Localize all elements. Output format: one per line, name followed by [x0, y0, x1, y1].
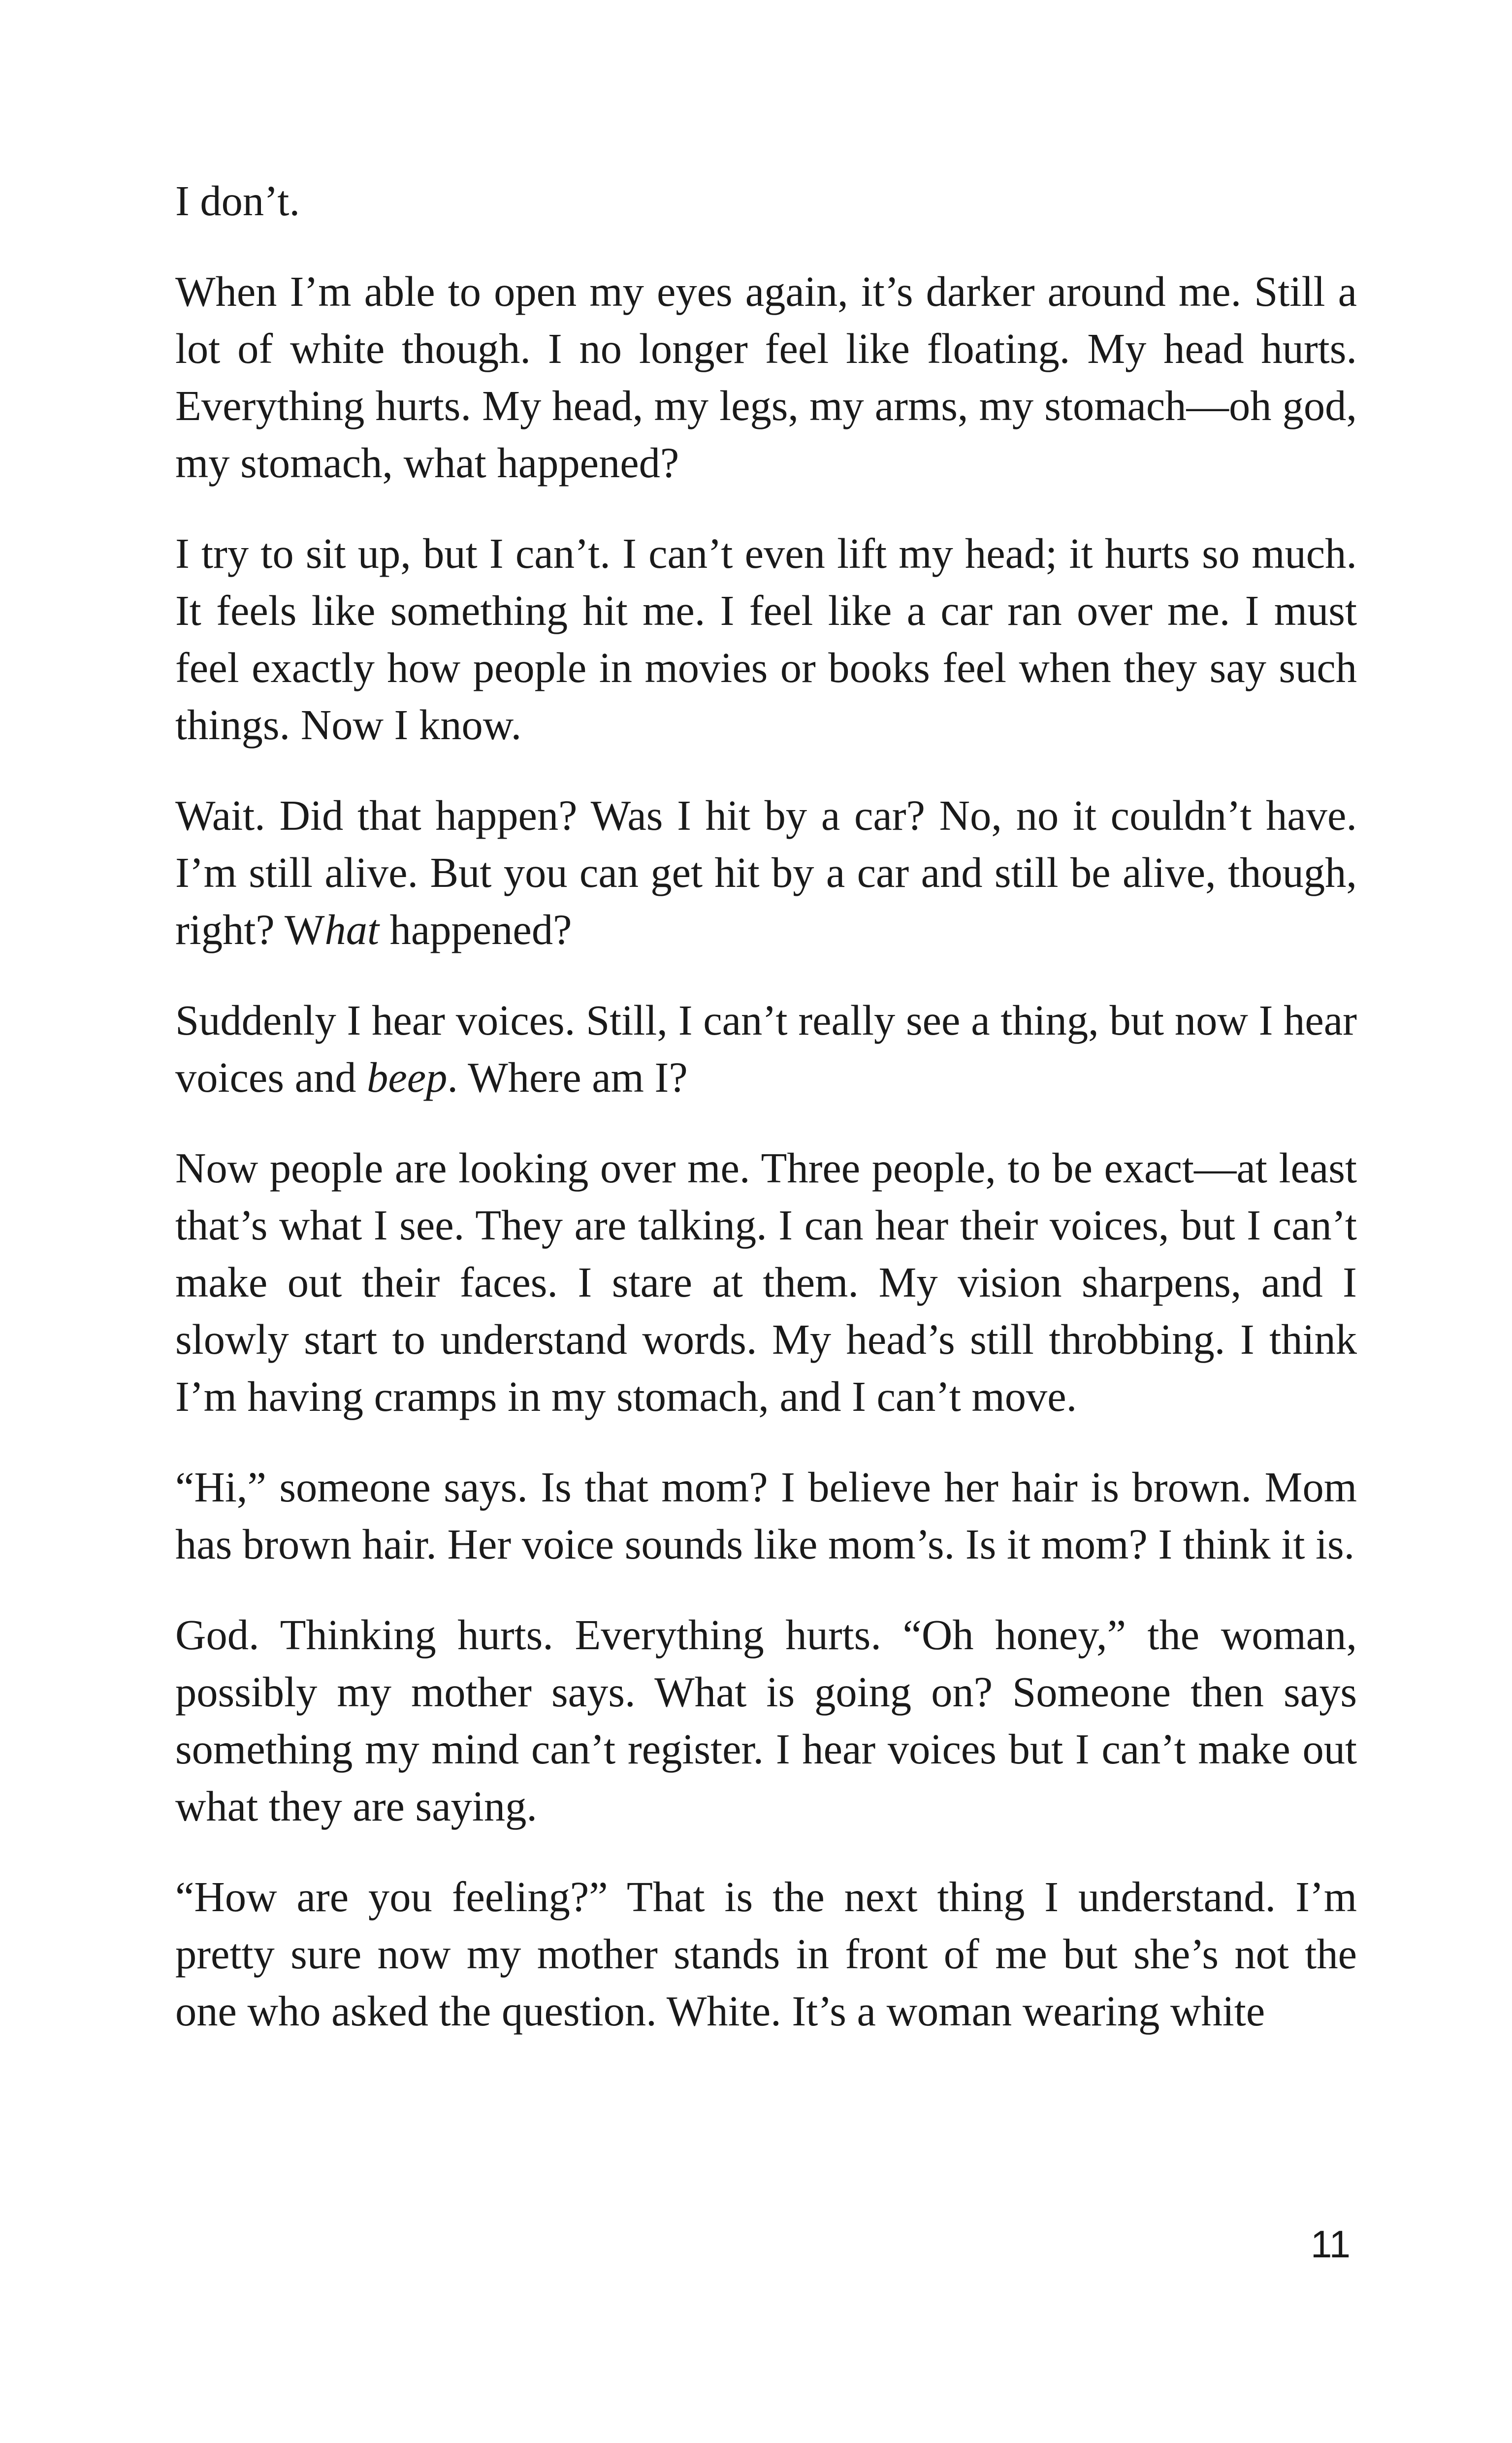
paragraph — [175, 263, 1357, 491]
paragraph — [175, 787, 1357, 958]
paragraph — [175, 992, 1357, 1106]
text-run: When I’m able to open my eyes again, it’s darker around me. Still a lot of white though. I no longer feel like floating. My head hurts. Everything hurts. My head, my legs, my arms, my stomach—oh god, my stomach, what happened? — [175, 268, 1357, 487]
paragraph — [175, 1868, 1357, 2040]
italic-text-run: hat — [324, 906, 380, 953]
page-number: 11 — [1311, 2222, 1351, 2266]
text-run: Now people are looking over me. Three people, to be exact—at least that’s what I see. They are talking. I can hear their voices, but I can’t make out their faces. I stare at them. My vision sharpens, and I slowly start to understand words. My head’s still throbbing. I think I’m having cramps in my stomach, and I can’t move. — [175, 1144, 1357, 1420]
text-run: . Where am I? — [447, 1054, 688, 1101]
italic-text-run: beep — [367, 1054, 448, 1101]
text-run: I don’t. — [175, 177, 300, 225]
text-run: God. Thinking hurts. Everything hurts. “Oh honey,” the woman, possibly my mother says. What is going on? Someone then says something my mind can’t register. I hear voices but I can’t make out what they are saying. — [175, 1611, 1357, 1830]
paragraph — [175, 1606, 1357, 1835]
body-text — [175, 172, 1357, 2040]
paragraph — [175, 172, 1357, 229]
text-run: Suddenly I hear voices. Still, I can’t really see a thing, but now I hear voices and — [175, 997, 1357, 1101]
paragraph — [175, 1459, 1357, 1573]
paragraph — [175, 1140, 1357, 1425]
paragraph — [175, 525, 1357, 753]
text-run: Wait. Did that happen? Was I hit by a car? No, no it couldn’t have. I’m still alive. But you can get hit by a car and still be alive, though, right? W — [175, 792, 1357, 953]
text-run: “Hi,” someone says. Is that mom? I believe her hair is brown. Mom has brown hair. Her voice sounds like mom’s. Is it mom? I think it is. — [175, 1464, 1357, 1568]
text-run: I try to sit up, but I can’t. I can’t even lift my head; it hurts so much. It feels like something hit me. I feel like a car ran over me. I must feel exactly how people in movies or books feel when they say such things. Now I know. — [175, 530, 1357, 749]
text-run: happened? — [379, 906, 572, 953]
text-run: “How are you feeling?” That is the next thing I understand. I’m pretty sure now my mother stands in front of me but she’s not the one who asked the question. White. It’s a woman wearing white — [175, 1873, 1357, 2035]
